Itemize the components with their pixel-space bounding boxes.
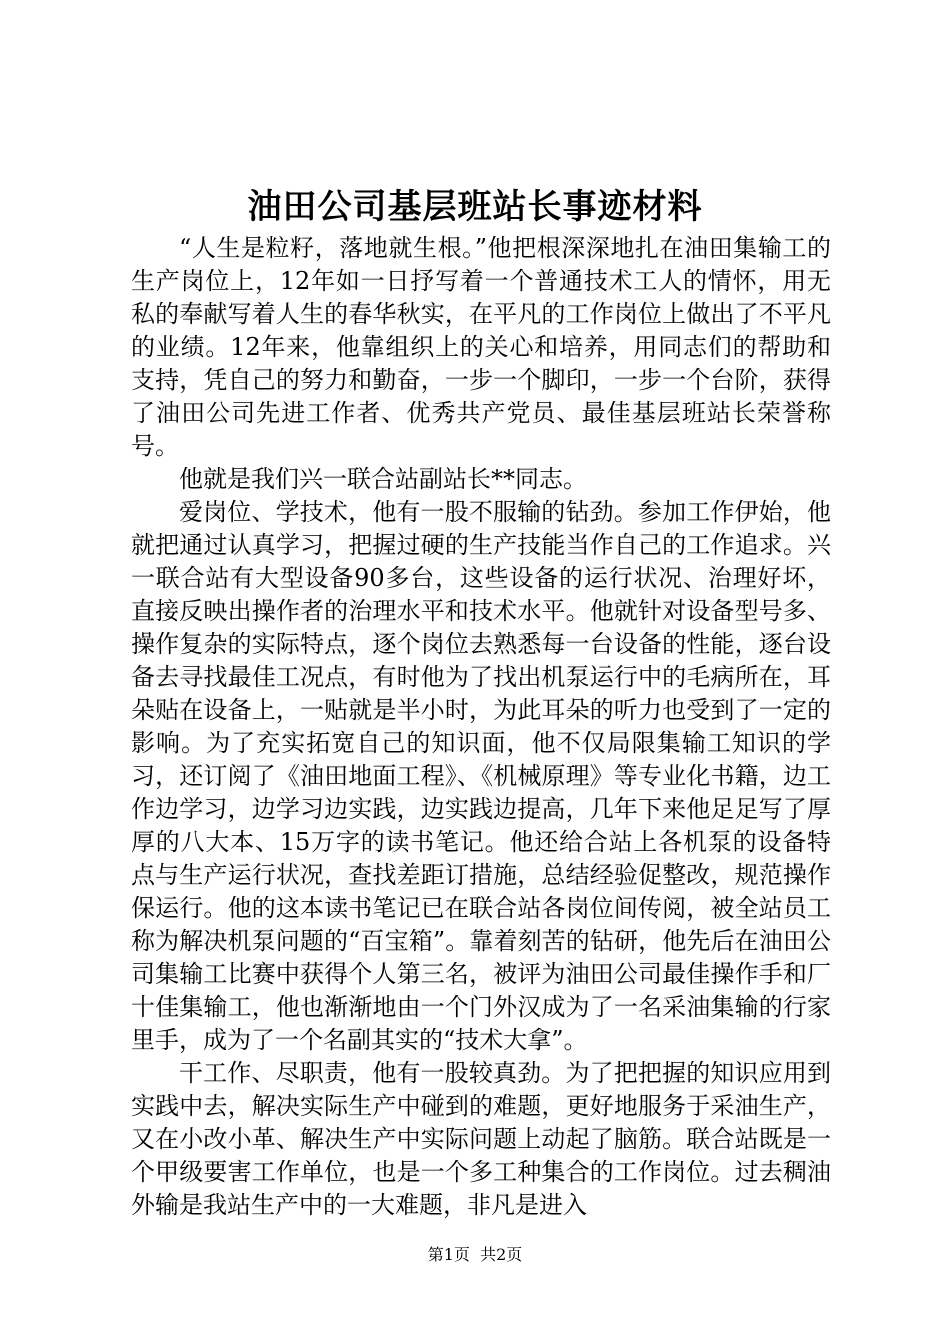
footer-separator <box>470 1245 480 1264</box>
document-body <box>131 232 831 1222</box>
paragraph: “人生是粒籽，落地就生根。”他把根深深地扎在油田集输工的生产岗位上，12年如一日抒写着一个普通技术工人的情怀，用无私的奉献写着人生的春华秋实，在平凡的工作岗位上做出了不平凡的业绩。12年来，他靠组织上的关心和培养，用同志们的帮助和支持，凭自己的努力和勤奋，一步一个脚印，一步一个台阶，获得了油田公司先进工作者、优秀共产党员、最佳基层班站长荣誉称号。 <box>131 234 831 460</box>
paragraph: 干工作、尽职责，他有一股较真劲。为了把把握的知识应用到实践中去，解决实际生产中碰到的难题，更好地服务于采油生产，又在小改小革、解决生产中实际问题上动起了脑筋。联合站既是一个甲级要害工作单位，也是一个多工种集合的工作岗位。过去稠油外输是我站生产中的一大难题，非凡是进入 <box>131 1059 831 1219</box>
paragraph: 他就是我们兴一联合站副站长**同志。 <box>179 465 587 493</box>
page-number: 第1页 <box>427 1245 470 1264</box>
page-total: 共2页 <box>480 1245 523 1264</box>
page-footer <box>0 1244 950 1266</box>
document-title: 油田公司基层班站长事迹材料 <box>247 187 703 227</box>
paragraph: 爱岗位、学技术，他有一股不服输的钻劲。参加工作伊始，他就把通过认真学习，把握过硬的生产技能当作自己的工作追求。兴一联合站有大型设备90多台，这些设备的运行状况、治理好坏，直接反映出操作者的治理水平和技术水平。他就针对设备型号多、操作复杂的实际特点，逐个岗位去熟悉每一台设备的性能，逐台设备去寻找最佳工况点，有时他为了找出机泵运行中的毛病所在，耳朵贴在设备上，一贴就是半小时，为此耳朵的听力也受到了一定的影响。为了充实拓宽自己的知识面，他不仅局限集输工知识的学习，还订阅了《油田地面工程》、《机械原理》等专业化书籍，边工作边学习，边学习边实践，边实践边提高，几年下来他足足写了厚厚的八大本、15万字的读书笔记。他还给合站上各机泵的设备特点与生产运行状况，查找差距订措施，总结经验促整改，规范操作保运行。他的这本读书笔记已在联合站各岗位间传阅，被全站员工称为解决机泵问题的“百宝箱”。靠着刻苦的钻研，他先后在油田公司集输工比赛中获得个人第三名，被评为油田公司最佳操作手和厂十佳集输工，他也渐渐地由一个门外汉成为了一名采油集输的行家里手，成为了一个名副其实的“技术大拿”。 <box>131 498 831 1054</box>
